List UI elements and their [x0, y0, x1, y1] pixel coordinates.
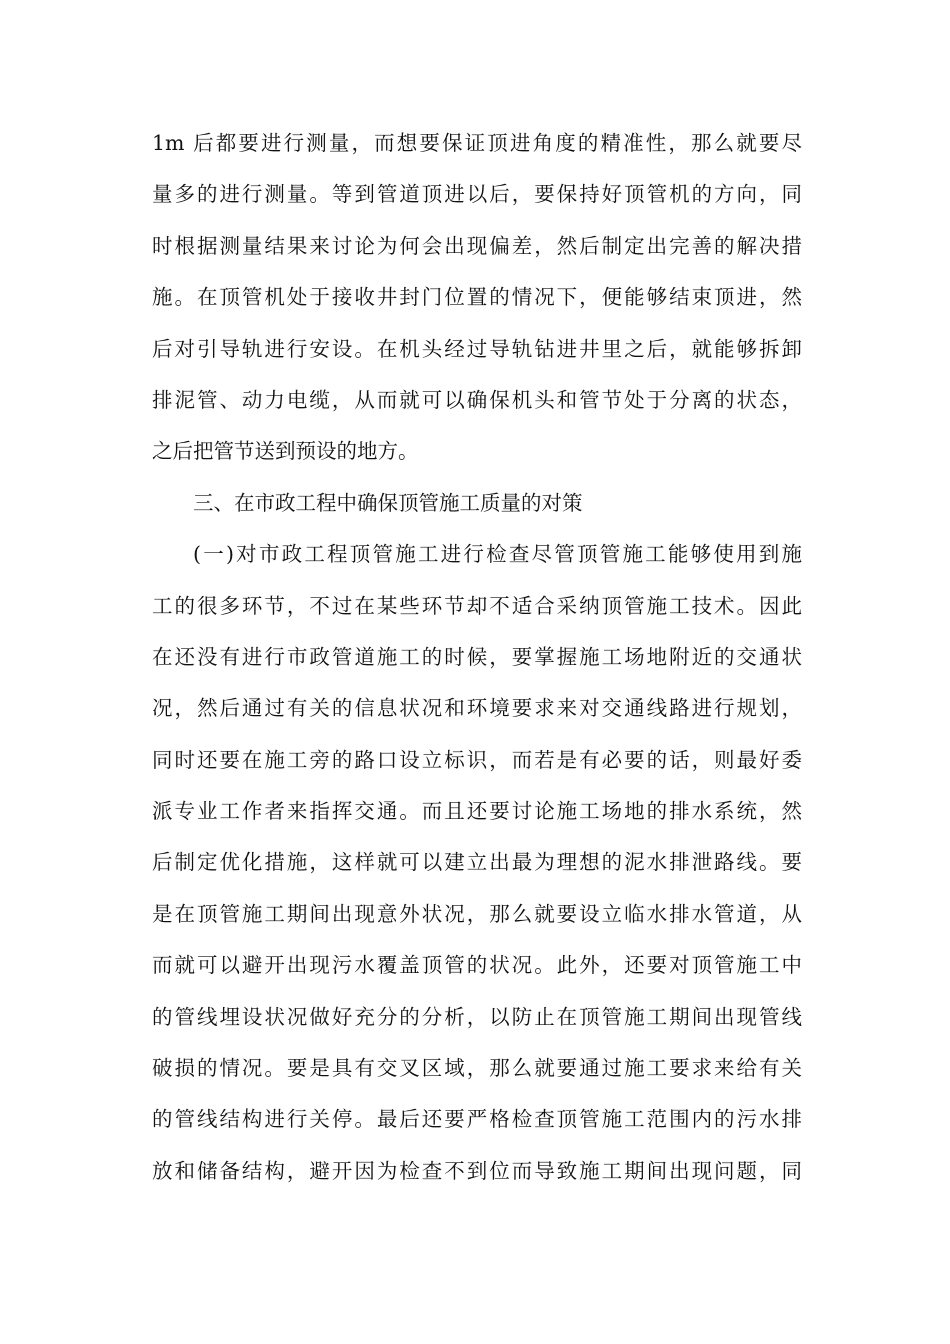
- text-line: 同时还要在施工旁的路口设立标识，而若是有必要的话，则最好委: [152, 747, 802, 772]
- text-line: (一)对市政工程顶管施工进行检查尽管顶管施工能够使用到施: [193, 542, 802, 567]
- text-line: 况，然后通过有关的信息状况和环境要求来对交通线路进行规划，: [152, 696, 802, 721]
- text-line: 施。在顶管机处于接收井封门位置的情况下，便能够结束顶进，然: [152, 285, 802, 310]
- text-line: 放和储备结构，避开因为检查不到位而导致施工期间出现问题，同: [152, 1158, 802, 1183]
- section-heading: 三、在市政工程中确保顶管施工质量的对策: [193, 490, 583, 515]
- text-line: 工的很多环节，不过在某些环节却不适合采纳顶管施工技术。因此: [152, 593, 802, 618]
- text-line: 后制定优化措施，这样就可以建立出最为理想的泥水排泄路线。要: [152, 850, 802, 875]
- text-line: 量多的进行测量。等到管道顶进以后，要保持好顶管机的方向，同: [152, 182, 802, 207]
- text-line: 是在顶管施工期间出现意外状况，那么就要设立临水排水管道，从: [152, 901, 802, 926]
- paragraph-measurement: [152, 118, 802, 478]
- text-line: 的管线埋设状况做好充分的分析，以防止在顶管施工期间出现管线: [152, 1004, 802, 1029]
- text-line: 后对引导轨进行安设。在机头经过导轨钻进井里之后，就能够拆卸: [152, 336, 802, 361]
- document-body: [152, 118, 802, 1197]
- text-line: 在还没有进行市政管道施工的时候，要掌握施工场地附近的交通状: [152, 644, 802, 669]
- text-line: 1m 后都要进行测量，而想要保证顶进角度的精准性，那么就要尽: [152, 131, 802, 155]
- text-line: 破损的情况。要是具有交叉区域，那么就要通过施工要求来给有关: [152, 1056, 802, 1081]
- text-line: 之后把管节送到预设的地方。: [152, 439, 419, 464]
- text-line: 的管线结构进行关停。最后还要严格检查顶管施工范围内的污水排: [152, 1107, 802, 1132]
- paragraph-inspection: [152, 529, 802, 1197]
- text-line: 排泥管、动力电缆，从而就可以确保机头和管节处于分离的状态，: [152, 387, 802, 412]
- text-line: 而就可以避开出现污水覆盖顶管的状况。此外，还要对顶管施工中: [152, 953, 802, 978]
- text-line: 派专业工作者来指挥交通。而且还要讨论施工场地的排水系统，然: [152, 799, 802, 824]
- text-line: 时根据测量结果来讨论为何会出现偏差，然后制定出完善的解决措: [152, 233, 802, 258]
